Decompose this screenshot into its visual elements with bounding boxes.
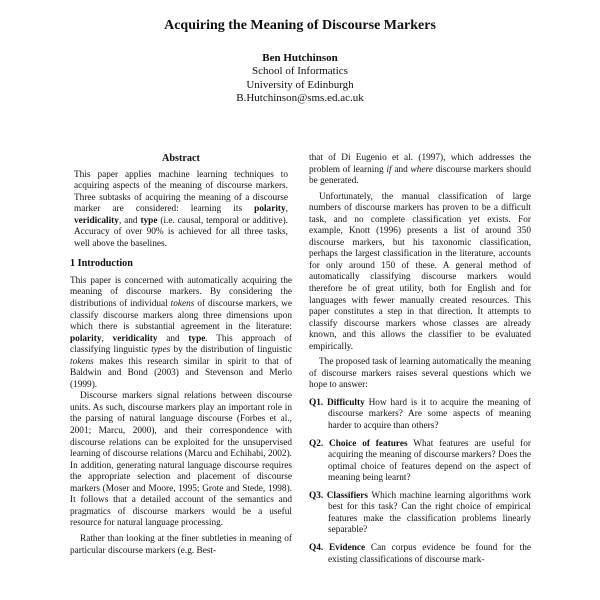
body-text: that of Di Eugenio et al. (1997), which addresses the problem of learning [309, 153, 531, 175]
question-label: Q3. Classifiers [309, 490, 369, 501]
question-text: Can corpus evidence be found for the existing classifications of discourse mark- [328, 542, 531, 565]
term-tokens: tokens [70, 356, 94, 367]
question-label: Q4. Evidence [309, 542, 366, 553]
affiliation-university: University of Edinburgh [246, 78, 354, 91]
right-paragraph-3: The proposed task of learning automatically the meaning of discourse markers raises several questions which we hope to answer: [309, 357, 531, 391]
author-name: Ben Hutchinson [262, 52, 338, 64]
term-type: type [140, 215, 158, 226]
term-polarity: polarity [70, 333, 102, 344]
term-polarity: polarity [254, 204, 286, 215]
intro-paragraph-1 [70, 276, 292, 391]
question-item [309, 491, 531, 537]
body-text: . This approach of classifying linguistic [70, 333, 292, 356]
intro-paragraph-2: Discourse markers signal relations between discourse units. As such, discourse markers play an important role in the parsing of natural language discourse (Forbes et al., 2001; Marcu, 2000), and their correspondence with discourse relations can be exploited for the unsupervised learning of discourse relations (Marcu and Echihabi, 2002). In addition, generating natural language discourse requires the appropriate selection and placement of discourse markers (Moser and Moore, 1995; Grote and Stede, 1998). It follows that a detailed account of the semantics and pragmatics of discourse markers would be a useful resource for natural language processing. [70, 391, 292, 529]
abstract-text: , and [118, 215, 141, 226]
term-type: type [188, 333, 206, 344]
left-column [70, 153, 292, 557]
author-email: B.Hutchinson@sms.ed.ac.uk [236, 91, 364, 104]
question-text: Which machine learning algorithms work best for this task? Can the right choice of empirical features make the classification problems linearly separable? [328, 490, 532, 536]
term-tokens: tokens [170, 299, 195, 310]
author-block [0, 52, 600, 105]
question-text: How hard is it to acquire the meaning of discourse markers? Are some aspects of meaning harder to acquire than others? [328, 397, 531, 432]
term-where: where [410, 164, 433, 175]
body-text: discourse markers should be generated. [309, 164, 531, 187]
body-text: and [391, 164, 411, 175]
term-types: types [151, 345, 171, 356]
abstract-text: , [285, 204, 288, 215]
body-text: This paper is concerned with automatically acquiring the meaning of discourse markers. By considering the distributions of individual [70, 275, 292, 310]
question-item [309, 543, 531, 566]
term-if: if [386, 164, 392, 175]
abstract-text: This paper applies machine learning techniques to acquiring aspects of the meaning of discourse markers. Three subtasks of acquiring the meaning of a discourse marker are considered: learning its [74, 169, 288, 215]
right-paragraph-1 [309, 153, 531, 188]
question-item [309, 398, 531, 433]
question-text: What features are useful for acquiring the meaning of discourse markers? Does the optimal choice of features depend on the aspect of meaning being learnt? [328, 438, 531, 484]
question-label: Q1. Difficulty [309, 397, 365, 408]
body-text: , [101, 333, 113, 344]
paper-title: Acquiring the Meaning of Discourse Markers [164, 18, 436, 33]
abstract-heading: Abstract [162, 153, 200, 164]
question-label: Q2. Choice of features [309, 438, 408, 449]
body-text: by the distribution of linguistic [170, 345, 292, 356]
term-veridicality: veridicality [112, 333, 158, 344]
section-heading-introduction: 1 Introduction [70, 258, 133, 270]
affiliation-school: School of Informatics [252, 65, 348, 78]
abstract-body [70, 170, 292, 251]
question-item [309, 439, 531, 485]
term-veridicality: veridicality [74, 215, 119, 226]
abstract-text: (i.e. causal, temporal or additive). Accuracy of over 90% is achieved for all three tasks, well above the baselines. [74, 215, 288, 249]
body-text: makes this research similar in spirit to that of Baldwin and Bond (2003) and Stevenson and Merlo (1999). [70, 356, 292, 390]
right-column [309, 153, 531, 566]
body-text: of discourse markers, we classify discourse markers along three dimensions upon which there is substantial agreement in the literature: [70, 299, 292, 333]
right-paragraph-2: Unfortunately, the manual classification of large numbers of discourse markers has proven to be a difficult task, and no complete classification yet exists. For example, Knott (1996) presents a list of around 350 discourse markers, but his taxonomic classification, perhaps the largest classification in the literature, accounts for only around 150 of these. A general method of automatically classifying discourse markers would therefore be of great utility, both for English and for languages with fewer manually created resources. This paper constitutes a step in that direction. It attempts to classify discourse markers whose classes are already known, and this allows the classifier to be evaluated empirically. [309, 191, 531, 352]
body-text: and [157, 333, 189, 344]
intro-paragraph-3: Rather than looking at the finer subtleties in meaning of particular discourse markers (e.g. Best- [70, 533, 292, 556]
